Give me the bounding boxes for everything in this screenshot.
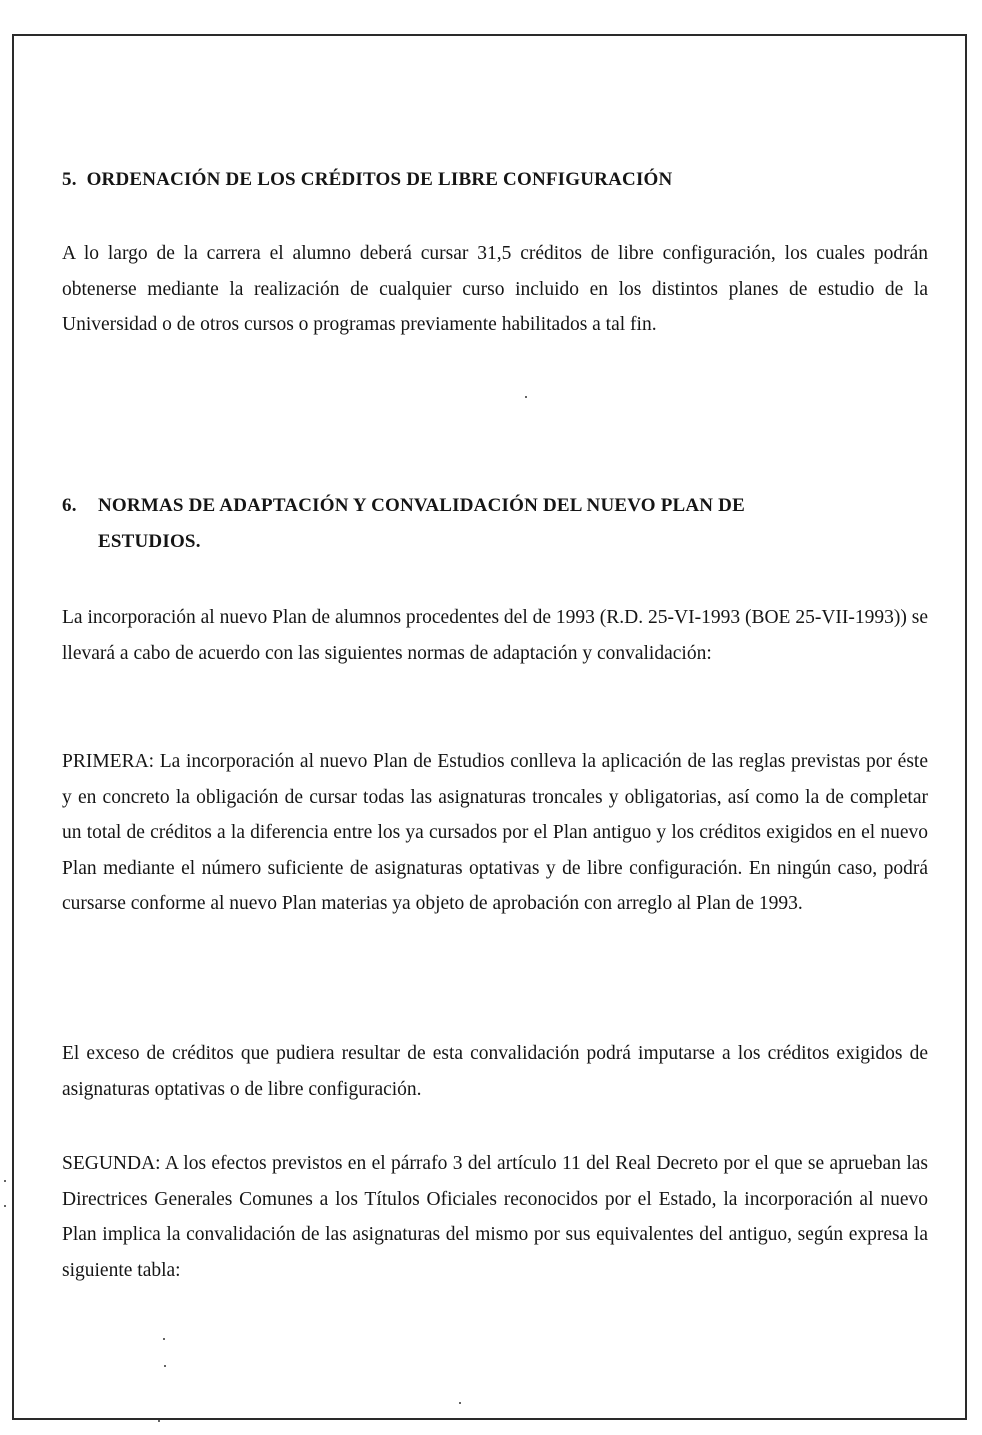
scan-speck — [4, 1205, 6, 1207]
scan-speck — [164, 1365, 166, 1367]
primera-paragraph: PRIMERA: La incorporación al nuevo Plan de Estudios conlleva la aplicación de las reglas previstas por éste y en concreto la obligación de cursar todas las asignaturas troncales y obligatorias, así como la de completar un total de créditos a la diferencia entre los ya cursados por el Plan antiguo y los créditos exigidos en el nuevo Plan mediante el número suficiente de asignaturas optativas y de libre configuración. En ningún caso, podrá cursarse conforme al nuevo Plan materias ya objeto de aprobación con arreglo al Plan de 1993. — [62, 751, 928, 914]
section-6-title-line-1: NORMAS DE ADAPTACIÓN Y CONVALIDACIÓN DEL NUEVO PLAN DE — [98, 495, 745, 516]
section-5-number: 5. — [62, 169, 77, 190]
scan-speck — [158, 1420, 160, 1422]
scan-speck — [525, 396, 527, 398]
section-6-number: 6. — [62, 495, 77, 516]
exceso-paragraph: El exceso de créditos que pudiera resultar de esta convalidación podrá imputarse a los créditos exigidos de asignaturas optativas o de libre configuración. — [62, 1043, 928, 1100]
section-6-intro-paragraph: La incorporación al nuevo Plan de alumnos procedentes del de 1993 (R.D. 25-VI-1993 (BOE 25-VII-1993)) se llevará a cabo de acuerdo con las siguientes normas de adaptación y convalidación: — [62, 607, 928, 664]
section-6-heading — [62, 488, 930, 560]
scan-speck — [459, 1402, 461, 1404]
scan-speck — [4, 1180, 6, 1182]
scan-speck — [163, 1338, 165, 1340]
section-5-heading — [62, 162, 932, 198]
section-6-title-line-2: ESTUDIOS. — [98, 531, 201, 552]
section-5-title: ORDENACIÓN DE LOS CRÉDITOS DE LIBRE CONFIGURACIÓN — [86, 169, 673, 190]
section-5-paragraph: A lo largo de la carrera el alumno deberá cursar 31,5 créditos de libre configuración, los cuales podrán obtenerse mediante la realización de cualquier curso incluido en los distintos planes de estudio de la Universidad o de otros cursos o programas previamente habilitados a tal fin. — [62, 243, 928, 335]
segunda-paragraph: SEGUNDA: A los efectos previstos en el párrafo 3 del artículo 11 del Real Decreto por el que se aprueban las Directrices Generales Comunes a los Títulos Oficiales reconocidos por el Estado, la incorporación al nuevo Plan implica la convalidación de las asignaturas del mismo por sus equivalentes del antiguo, según expresa la siguiente tabla: — [62, 1153, 928, 1281]
